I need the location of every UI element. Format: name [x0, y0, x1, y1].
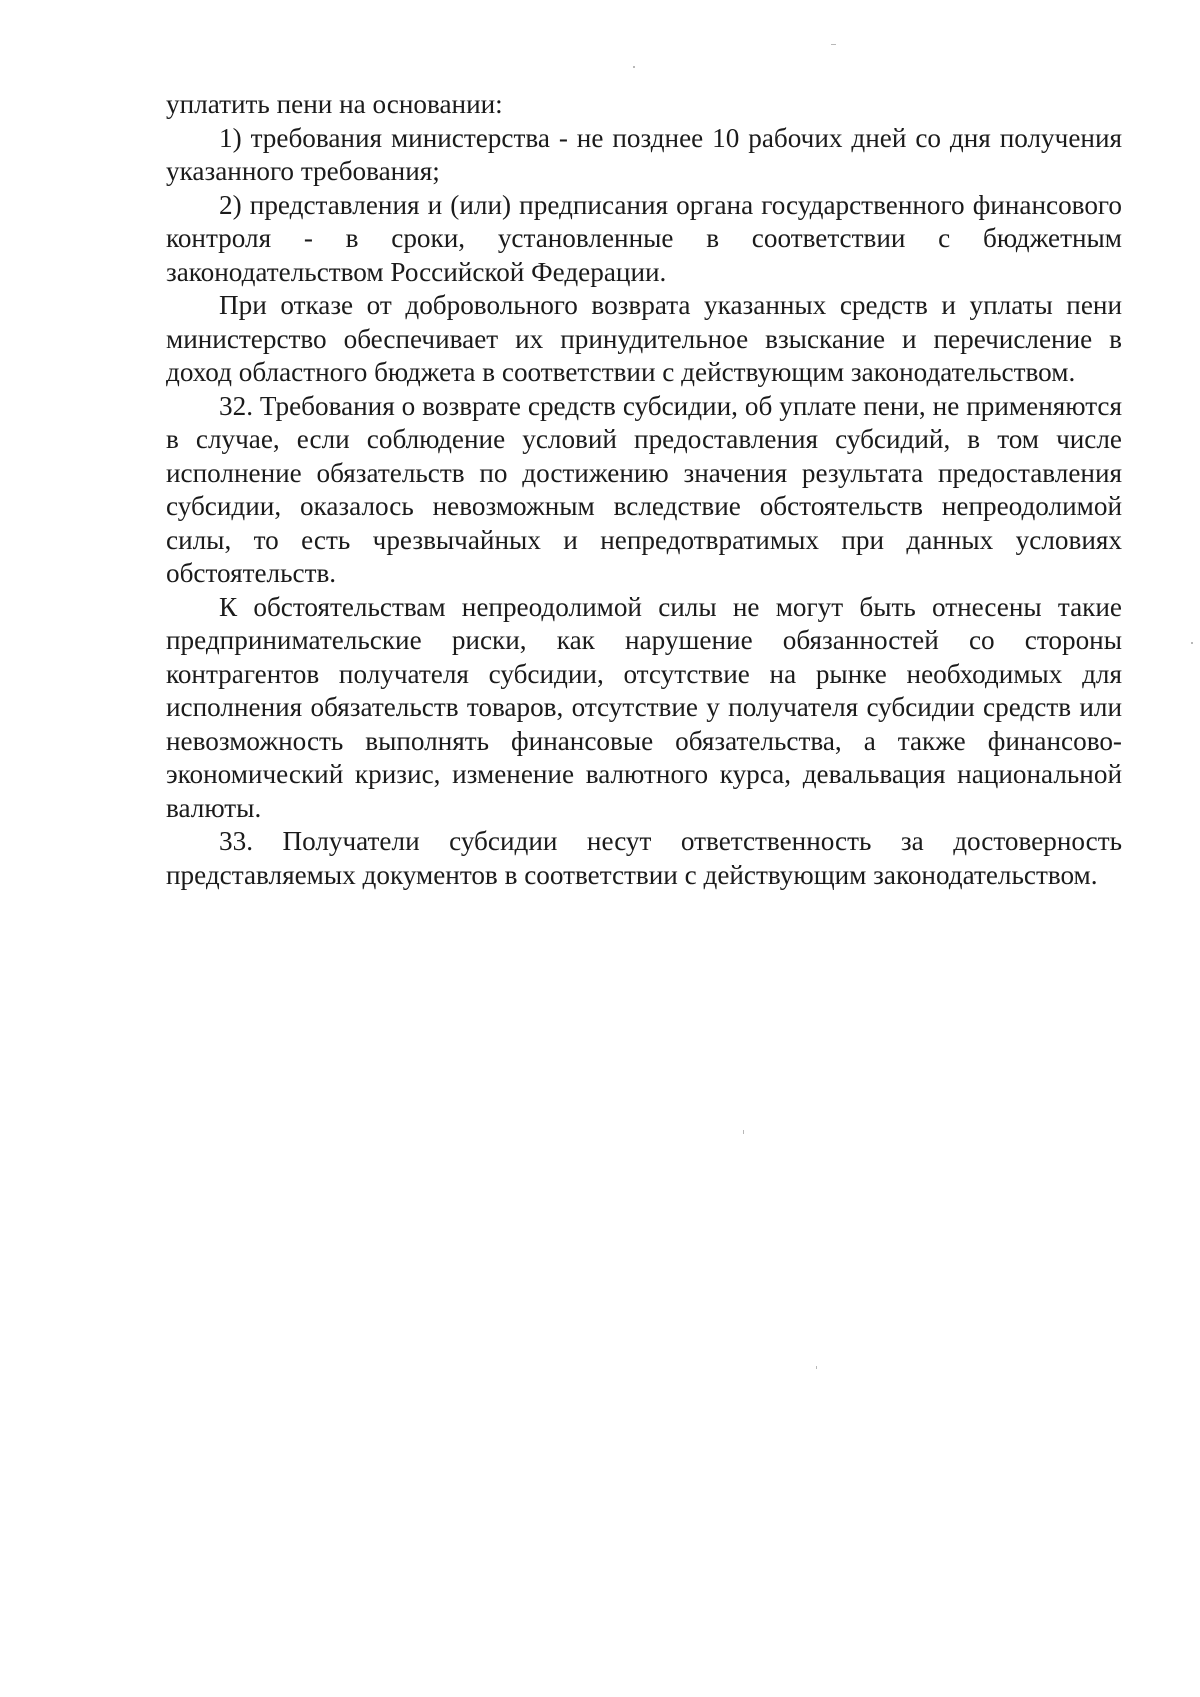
scan-speck [743, 1130, 744, 1134]
scan-speck [831, 44, 836, 45]
paragraph-item-2-financial-control: 2) представления и (или) предписания органа государственного финансового контроля - в сроки, установленные в соответствии с бюджетным законодательством Российской Федерации. [166, 189, 1122, 287]
document-body [166, 88, 1122, 892]
paragraph-refusal-enforcement: При отказе от добровольного возврата указанных средств и уплаты пени министерство обеспечивает их принудительное взыскание и перечисление в доход областного бюджета в соответствии с действующим законодательством. [166, 290, 1122, 387]
paragraph-clause-32: 32. Требования о возврате средств субсидии, об уплате пени, не применяются в случае, если соблюдение условий предоставления субсидий, в том числе исполнение обязательств по достижению значения результата предоставления субсидии, оказалось невозможным вследствие обстоятельств непреодолимой силы, то есть чрезвычайных и непредотвратимых при данных условиях обстоятельств. [166, 390, 1122, 588]
paragraph-intro-line: уплатить пени на основании: [166, 89, 503, 119]
scan-speck [1191, 642, 1193, 644]
paragraph-item-1-ministry-demand: 1) требования министерства - не позднее 10 рабочих дней со дня получения указанного требования; [166, 122, 1122, 186]
scan-speck [816, 1366, 817, 1369]
paragraph-clause-33: 33. Получатели субсидии несут ответственность за достоверность представляемых документов в соответствии с действующим законодательством. [166, 826, 1122, 890]
paragraph-force-majeure-exclusions: К обстоятельствам непреодолимой силы не могут быть отнесены такие предпринимательские риски, как нарушение обязанностей со стороны контрагентов получателя субсидии, отсутствие на рынке необходимых для исполнения обязательств товаров, отсутствие у получателя субсидии средств или невозможность выполнять финансовые обязательства, а также финансово-экономический кризис, изменение валютного курса, девальвация национальной валюты. [166, 591, 1122, 823]
scan-speck [633, 66, 635, 68]
